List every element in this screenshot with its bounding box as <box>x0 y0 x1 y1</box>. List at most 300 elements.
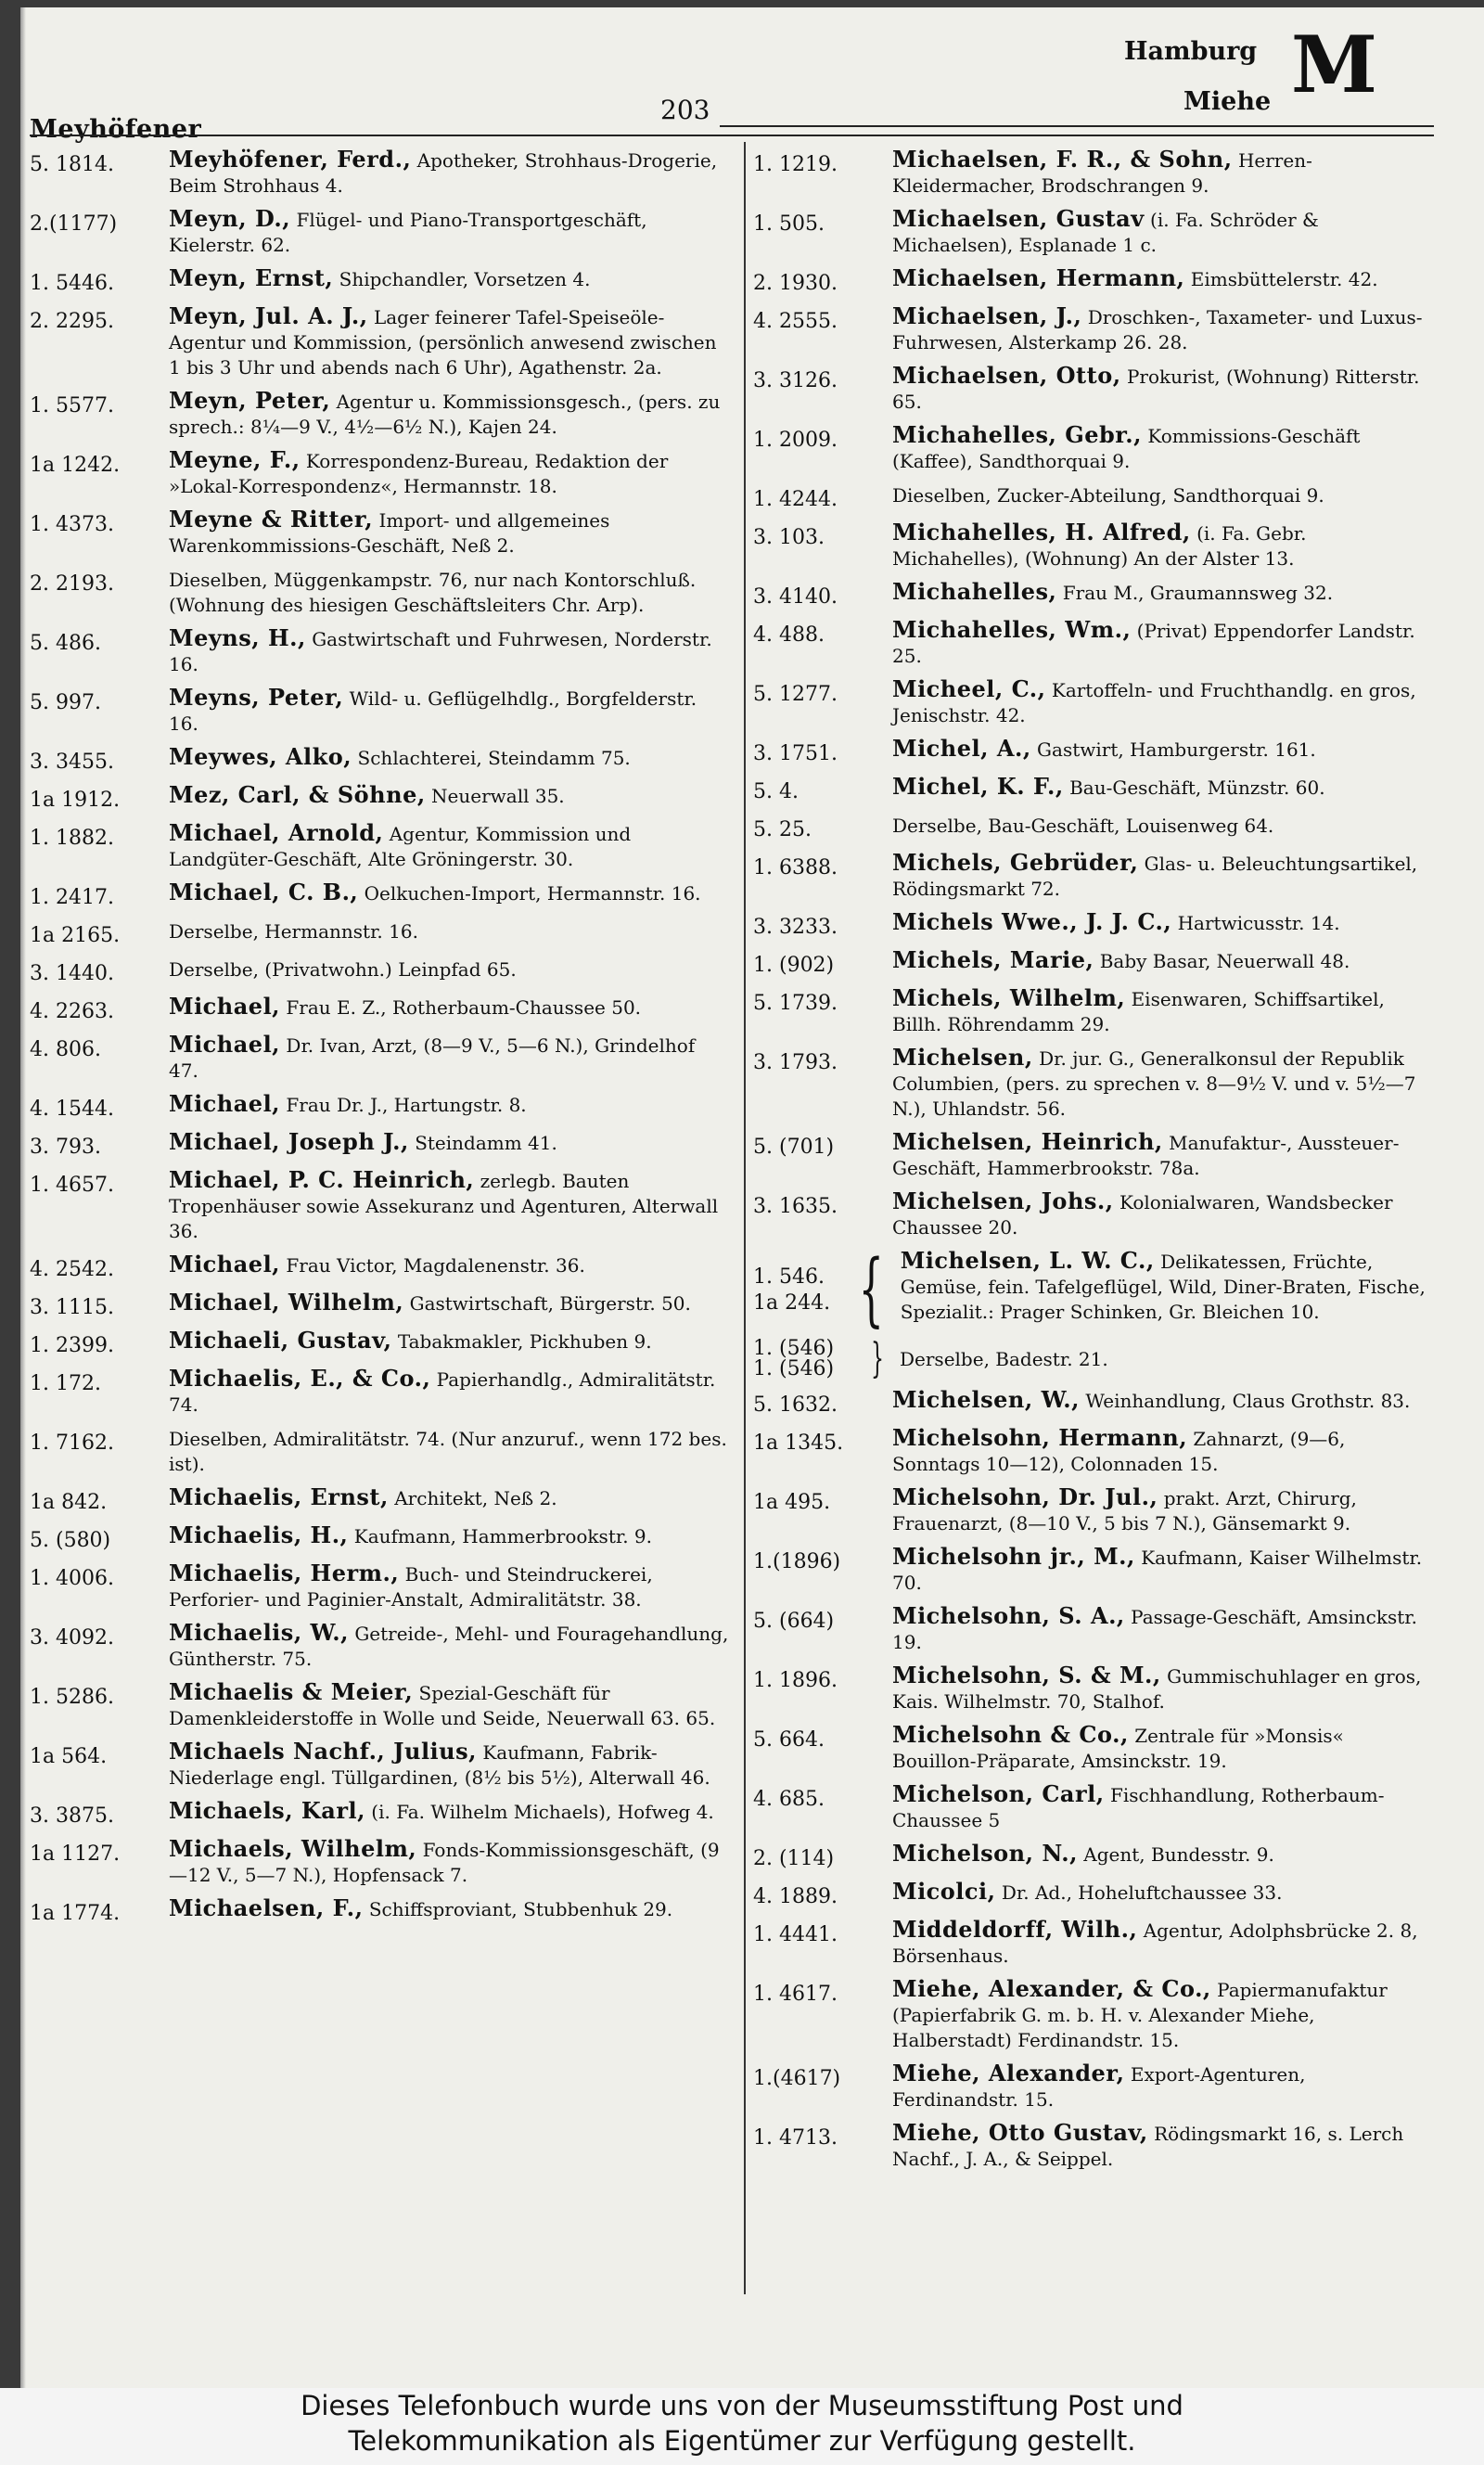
entry-name: Michahelles, H. Alfred, <box>892 519 1191 546</box>
entry-text: Dieselben, Müggenkampstr. 76, nur nach Kontorschluß. (Wohnung des hiesigen Geschäftsleiters Chr. Arp). <box>169 569 697 616</box>
entry-text: Zentrale für »Monsis« Bouillon-Präparate, Amsinckstr. 19. <box>892 1725 1344 1772</box>
bracket-entry <box>753 1243 1430 1336</box>
entry-body <box>892 909 1430 936</box>
directory-page <box>20 7 1484 2388</box>
entry-name: Meywes, Alko, <box>169 743 352 770</box>
entry-text: Neuerwall 35. <box>431 785 565 807</box>
entry-name: Michaelsen, F. R., & Sohn, <box>892 146 1233 173</box>
entry-text: (i. Fa. Gebr. Michahelles), (Wohnung) An der Alster 13. <box>892 522 1307 570</box>
section-letter: M <box>1291 19 1377 110</box>
entry-name: Michaels, Karl, <box>169 1797 365 1824</box>
entry-text: Kolonialwaren, Wandsbecker Chaussee 20. <box>892 1191 1393 1239</box>
entry-name: Michel, A., <box>892 735 1031 762</box>
phone-number: 3. 793. <box>30 1136 101 1159</box>
entry-text: Kaufmann, Hammerbrookstr. 9. <box>353 1525 653 1547</box>
entry-body <box>892 774 1430 801</box>
entry-text: Gastwirtschaft und Fuhrwesen, Norderstr. 16. <box>169 628 712 675</box>
directory-entry <box>30 1366 730 1418</box>
entry-body <box>169 1798 730 1825</box>
entry-body <box>892 617 1430 669</box>
entry-body <box>169 879 730 906</box>
phone-number: 1a 1345. <box>753 1431 844 1455</box>
entry-name: Michael, Wilhelm, <box>169 1289 404 1316</box>
directory-entry <box>753 1976 1430 2053</box>
phone-number: 1a 842. <box>30 1491 108 1514</box>
entry-name: Michelsen, L. W. C., <box>900 1247 1155 1274</box>
phone-number: 1.(1896) <box>753 1550 841 1573</box>
entry-body <box>169 1522 730 1549</box>
directory-entry <box>753 812 1430 842</box>
entry-text: (i. Fa. Wilhelm Michaels), Hofweg 4. <box>371 1801 714 1823</box>
running-header-city: Hamburg <box>1124 37 1258 66</box>
directory-entry <box>30 1739 730 1791</box>
phone-number: 4. 685. <box>753 1788 825 1811</box>
entry-body <box>892 1781 1430 1833</box>
left-column <box>30 147 730 1933</box>
entry-body <box>169 820 730 872</box>
directory-entry <box>30 820 730 872</box>
entry-text: Agent, Bundesstr. 9. <box>1083 1843 1274 1866</box>
directory-entry <box>30 782 730 813</box>
entry-body <box>892 1387 1430 1414</box>
entry-body <box>169 1366 730 1418</box>
entry-text: Kaufmann, Fabrik-Niederlage engl. Tüllgardinen, (8½ bis 5½), Alterwall 46. <box>169 1741 710 1789</box>
phone-number: 1a 1912. <box>30 789 121 812</box>
directory-entry <box>753 2061 1430 2112</box>
entry-text: Frau Dr. J., Hartungstr. 8. <box>286 1094 527 1116</box>
directory-entry <box>753 363 1430 415</box>
entry-text: Baby Basar, Neuerwall 48. <box>1099 950 1350 972</box>
entry-text: Architekt, Neß 2. <box>394 1487 557 1509</box>
entry-name: Micheel, C., <box>892 675 1046 702</box>
directory-entry <box>753 520 1430 571</box>
entry-body <box>892 1425 1430 1477</box>
phone-number: 2.(1177) <box>30 212 118 236</box>
phone-number: 4. 2263. <box>30 1000 114 1023</box>
directory-entry <box>30 625 730 677</box>
entry-name: Meyhöfener, Ferd., <box>169 146 412 173</box>
entry-name: Michahelles, <box>892 578 1057 605</box>
phone-number: 1. 4657. <box>30 1174 114 1197</box>
entry-body <box>892 1544 1430 1596</box>
entry-name: Michelsohn, Dr. Jul., <box>892 1483 1158 1510</box>
phone-number: 1. 2009. <box>753 429 838 452</box>
entry-text: Frau Victor, Magdalenenstr. 36. <box>286 1254 585 1277</box>
entry-body <box>892 579 1430 606</box>
entry-name: Miehe, Alexander, <box>892 2060 1125 2086</box>
phone-number: 2. (114) <box>753 1847 835 1870</box>
entry-text: (i. Fa. Schröder & Michaelsen), Esplanade 1 c. <box>892 209 1319 256</box>
entry-name: Michelsen, W., <box>892 1386 1080 1413</box>
entry-name: Meyn, Peter, <box>169 387 331 414</box>
phone-number: 3. 1751. <box>753 742 838 765</box>
directory-entry <box>30 1167 730 1244</box>
entry-text: Agentur u. Kommissionsgesch., (pers. zu sprech.: 8¼—9 V., 4½—6½ N.), Kajen 24. <box>169 391 721 438</box>
phone-number: 3. 1440. <box>30 962 114 985</box>
entry-name: Michaels, Wilhelm, <box>169 1835 417 1862</box>
small-bracket-entry <box>753 1335 1430 1382</box>
phone-number: 3. 3875. <box>30 1804 114 1828</box>
entry-name: Meyns, Peter, <box>169 684 344 711</box>
entry-name: Michahelles, Gebr., <box>892 421 1142 448</box>
entry-name: Michaelsen, Hermann, <box>892 264 1185 291</box>
entry-body <box>169 625 730 677</box>
directory-entry <box>30 994 730 1024</box>
entry-text: Frau M., Graumannsweg 32. <box>1062 582 1334 604</box>
phone-number: 3. 4140. <box>753 585 838 609</box>
phone-number: 1a 1774. <box>30 1902 121 1925</box>
entry-body <box>169 1032 730 1084</box>
entry-name: Michael, P. C. Heinrich, <box>169 1166 475 1193</box>
entry-text: Kartoffeln- und Fruchthandlg. en gros, Jenischstr. 42. <box>892 679 1416 726</box>
entry-body <box>892 1841 1430 1868</box>
entry-body <box>169 507 730 558</box>
header-rule <box>30 135 1434 136</box>
directory-entry <box>30 1290 730 1320</box>
entry-body <box>169 744 730 771</box>
phone-number: 3. 3126. <box>753 369 838 392</box>
entry-name: Middeldorff, Wilh., <box>892 1916 1138 1943</box>
directory-entry <box>753 579 1430 610</box>
entry-text: Gummischuhlager en gros, Kais. Wilhelmstr. 70, Stalhof. <box>892 1665 1422 1713</box>
directory-entry <box>30 566 730 618</box>
entry-body <box>892 2120 1430 2172</box>
entry-body <box>892 2061 1430 2112</box>
directory-entry <box>30 147 730 199</box>
directory-entry <box>30 1522 730 1553</box>
phone-number: 1.(4617) <box>753 2067 841 2090</box>
directory-entry <box>753 909 1430 940</box>
phone-number: 1. 4617. <box>753 1983 838 2006</box>
phone-number: 1a 244. <box>753 1291 831 1315</box>
directory-entry <box>30 1679 730 1731</box>
directory-entry <box>30 1328 730 1358</box>
entry-name: Michels, Marie, <box>892 946 1094 973</box>
phone-number: 4. 488. <box>753 623 825 647</box>
entry-text: Zahnarzt, (9—6, Sonntags 10—12), Colonnaden 15. <box>892 1428 1346 1475</box>
directory-entry <box>30 1798 730 1829</box>
directory-entry <box>30 1560 730 1612</box>
entry-name: Michaelsen, J., <box>892 302 1082 329</box>
entry-body <box>892 1722 1430 1774</box>
entry-body <box>169 1836 730 1888</box>
phone-number: 1. 1219. <box>753 153 838 176</box>
phone-number: 3. 1115. <box>30 1296 114 1319</box>
directory-entry <box>753 1841 1430 1871</box>
footer-notice <box>0 2388 1484 2465</box>
entry-body <box>892 363 1430 415</box>
entry-text: Wild- u. Geflügelhdlg., Borgfelderstr. 16. <box>169 687 697 735</box>
entry-text: Rödingsmarkt 16, s. Lerch Nachf., J. A., & Seippel. <box>892 2123 1404 2170</box>
directory-entry <box>753 206 1430 258</box>
entry-body <box>169 994 730 1021</box>
entry-text: Lager feinerer Tafel-Speiseöle-Agentur und Kommission, (persönlich anwesend zwischen 1 bis 3 Uhr und abends nach 6 Uhr), Agathenstr. 2a. <box>169 306 717 379</box>
entry-text: Dieselben, Zucker-Abteilung, Sandthorquai 9. <box>892 484 1324 507</box>
entry-text: Import- und allgemeines Warenkommissions-Geschäft, Neß 2. <box>169 509 610 557</box>
entry-body <box>892 303 1430 355</box>
phone-number: 1. 1882. <box>30 827 114 850</box>
entry-text: zerlegb. Bauten Tropenhäuser sowie Assekuranz und Agenturen, Alterwall 36. <box>169 1170 719 1242</box>
entry-name: Michahelles, Wm., <box>892 616 1132 643</box>
entry-body <box>169 1167 730 1244</box>
directory-entry <box>753 265 1430 296</box>
entry-body <box>892 520 1430 571</box>
directory-entry <box>30 1484 730 1515</box>
entry-name: Michaelis, W., <box>169 1619 349 1646</box>
entry-name: Michael, C. B., <box>169 879 359 905</box>
entry-text: Fischhandlung, Rotherbaum-Chaussee 5 <box>892 1784 1385 1831</box>
entry-name: Michael, Joseph J., <box>169 1128 409 1155</box>
directory-entry <box>30 879 730 910</box>
entry-name: Michelson, Carl, <box>892 1780 1105 1807</box>
entry-body <box>892 1045 1430 1122</box>
directory-entry <box>753 1544 1430 1596</box>
entry-body <box>892 265 1430 292</box>
entry-text: Agentur, Kommission und Landgüter-Geschäft, Alte Gröningerstr. 30. <box>169 823 632 870</box>
entry-body <box>892 1976 1430 2053</box>
entry-name: Meyne & Ritter, <box>169 506 374 533</box>
entry-body <box>169 956 730 982</box>
entry-text: Korrespondenz-Bureau, Redaktion der »Lokal-Korrespondenz«, Hermannstr. 18. <box>169 450 669 497</box>
phone-number: 1. 4713. <box>753 2126 838 2150</box>
phone-number: 3. 3233. <box>753 916 838 939</box>
entry-text: Prokurist, (Wohnung) Ritterstr. 65. <box>892 366 1420 413</box>
directory-entry <box>753 1188 1430 1240</box>
entry-text: Eisenwaren, Schiffsartikel, Billh. Röhrendamm 29. <box>892 988 1385 1035</box>
directory-entry <box>753 1129 1430 1181</box>
entry-body <box>169 1290 730 1316</box>
entry-body <box>169 1091 730 1118</box>
entry-text: Agentur, Adolphsbrücke 2. 8, Börsenhaus. <box>892 1919 1418 1967</box>
entry-text: Manufaktur-, Aussteuer-Geschäft, Hammerbrookstr. 78a. <box>892 1132 1400 1179</box>
entry-text: Schiffsproviant, Stubbenhuk 29. <box>368 1898 673 1920</box>
entry-body <box>169 1129 730 1156</box>
directory-entry <box>753 774 1430 804</box>
phone-number: 1. 4373. <box>30 513 114 536</box>
entry-name: Michelsohn & Co., <box>892 1721 1129 1748</box>
phone-number: 1. 172. <box>30 1372 101 1395</box>
footer-line: Telekommunikation als Eigentümer zur Verfügung gestellt. <box>348 2425 1136 2457</box>
directory-entry <box>753 481 1430 512</box>
small-bracket-numbers <box>753 1339 864 1380</box>
entry-name: Meyns, H., <box>169 624 306 651</box>
entry-text: Herren-Kleidermacher, Brodschrangen 9. <box>892 149 1312 197</box>
entry-text: Export-Agenturen, Ferdinandstr. 15. <box>892 2063 1306 2111</box>
entry-name: Meyne, F., <box>169 446 301 473</box>
directory-entry <box>753 947 1430 978</box>
entry-name: Michelsen, Heinrich, <box>892 1128 1163 1155</box>
directory-entry <box>30 1620 730 1672</box>
entry-name: Michelsohn, S. A., <box>892 1602 1125 1629</box>
phone-number: 1a 1127. <box>30 1842 121 1866</box>
entry-body <box>892 1188 1430 1240</box>
entry-body <box>169 303 730 380</box>
entry-text: Hartwicusstr. 14. <box>1177 912 1340 934</box>
column-divider <box>744 142 746 2294</box>
directory-entry <box>30 1129 730 1160</box>
entry-text: Flügel- und Piano-Transportgeschäft, Kielerstr. 62. <box>169 209 647 256</box>
entry-name: Meyn, Jul. A. J., <box>169 302 368 329</box>
entry-text: Papiermanufaktur (Papierfabrik G. m. b. H. v. Alexander Miehe, Halberstadt) Ferdinandstr. 15. <box>892 1979 1388 2051</box>
entry-body <box>892 1603 1430 1655</box>
directory-entry <box>30 303 730 380</box>
directory-entry <box>753 1663 1430 1714</box>
phone-number: 5. 1739. <box>753 992 838 1015</box>
phone-number: 1. 505. <box>753 212 825 236</box>
phone-number: 1a 2165. <box>30 924 121 947</box>
phone-number: 3. 4092. <box>30 1626 114 1650</box>
entry-text: Droschken-, Taxameter- und Luxus-Fuhrwesen, Alsterkamp 26. 28. <box>892 306 1423 353</box>
phone-number: 2. 2295. <box>30 310 114 333</box>
entry-body <box>892 422 1430 474</box>
phone-number: 5. 4. <box>753 780 799 803</box>
phone-number: 5. 1277. <box>753 683 838 706</box>
right-column <box>753 147 1430 2179</box>
entry-name: Michelsen, Johs., <box>892 1188 1114 1214</box>
entry-name: Meyn, Ernst, <box>169 264 334 291</box>
entry-text: Weinhandlung, Claus Grothstr. 83. <box>1085 1390 1411 1412</box>
directory-entry <box>753 422 1430 474</box>
entry-name: Michelson, N., <box>892 1840 1078 1867</box>
directory-entry <box>753 736 1430 766</box>
phone-number: 4. 2555. <box>753 310 838 333</box>
entry-body <box>169 566 730 618</box>
phone-number: 1a 564. <box>30 1745 108 1768</box>
entry-body <box>892 985 1430 1037</box>
phone-number: 3. 103. <box>753 526 825 549</box>
entry-name: Micolci, <box>892 1878 996 1905</box>
entry-body <box>169 1679 730 1731</box>
phone-number: 1. 4244. <box>753 488 838 511</box>
entry-name: Michaeli, Gustav, <box>169 1327 392 1354</box>
entry-text: Steindamm 41. <box>415 1132 557 1154</box>
directory-entry <box>753 1425 1430 1477</box>
phone-number: 5. 25. <box>753 818 812 841</box>
directory-entry <box>753 1387 1430 1418</box>
curly-brace-icon: { <box>858 1243 885 1336</box>
entry-text: Getreide-, Mehl- und Fouragehandlung, Güntherstr. 75. <box>169 1623 729 1670</box>
directory-entry <box>30 1895 730 1926</box>
entry-body <box>169 265 730 292</box>
entry-body <box>169 782 730 809</box>
entry-body <box>169 1328 730 1354</box>
phone-number: 1. 6388. <box>753 856 838 879</box>
running-header-left: Meyhöfener <box>30 115 202 144</box>
entry-name: Michelsen, <box>892 1044 1033 1071</box>
entry-body <box>892 206 1430 258</box>
phone-number: 5. 664. <box>753 1728 825 1752</box>
entry-body <box>892 947 1430 974</box>
directory-entry <box>753 303 1430 355</box>
directory-entry <box>753 676 1430 728</box>
phone-number: 1. 546. <box>753 1265 825 1289</box>
entry-name: Mez, Carl, & Söhne, <box>169 781 426 808</box>
entry-body <box>892 1129 1430 1181</box>
entry-body <box>892 812 1430 839</box>
entry-body <box>892 1879 1430 1906</box>
entry-body <box>169 1895 730 1922</box>
entry-name: Michael, <box>169 1031 281 1058</box>
entry-name: Michelsohn, Hermann, <box>892 1424 1188 1451</box>
phone-number: 1. 5286. <box>30 1686 114 1709</box>
directory-entry <box>753 1917 1430 1969</box>
entry-body <box>169 918 730 944</box>
phone-number: 1. (546) <box>753 1337 835 1360</box>
directory-entry <box>753 147 1430 199</box>
phone-number: 2. 2193. <box>30 572 114 596</box>
entry-body <box>169 206 730 258</box>
entry-body <box>169 147 730 199</box>
entry-name: Michaelis & Meier, <box>169 1678 414 1705</box>
entry-text: (Privat) Eppendorfer Landstr. 25. <box>892 620 1415 667</box>
entry-text: Eimsbüttelerstr. 42. <box>1190 268 1378 290</box>
entry-text: Derselbe, Hermannstr. 16. <box>169 920 418 943</box>
directory-entry <box>30 447 730 499</box>
entry-body <box>169 1560 730 1612</box>
directory-entry <box>30 265 730 296</box>
directory-entry <box>30 206 730 258</box>
entry-text: Kommissions-Geschäft (Kaffee), Sandthorquai 9. <box>892 425 1361 472</box>
entry-name: Michaelsen, Otto, <box>892 362 1121 389</box>
entry-body <box>169 388 730 440</box>
phone-number: 5. (580) <box>30 1529 111 1552</box>
right-column-top <box>753 147 1430 1240</box>
entry-text: Dr. Ivan, Arzt, (8—9 V., 5—6 N.), Grindelhof 47. <box>169 1034 696 1082</box>
right-column-bottom <box>753 1387 1430 2172</box>
running-header-right: Miehe <box>1183 87 1272 116</box>
directory-entry <box>753 1722 1430 1774</box>
entry-text: Bau-Geschäft, Münzstr. 60. <box>1069 777 1325 799</box>
entry-name: Michaelis, Ernst, <box>169 1483 389 1510</box>
entry-body <box>169 1620 730 1672</box>
directory-entry <box>753 1879 1430 1909</box>
directory-entry <box>30 918 730 948</box>
entry-name: Michael, <box>169 1251 281 1277</box>
entry-text: Gastwirtschaft, Bürgerstr. 50. <box>409 1292 691 1315</box>
phone-number: 5. 997. <box>30 691 101 714</box>
phone-number: 5. 1632. <box>753 1393 838 1417</box>
entry-name: Michael, <box>169 1090 281 1117</box>
entry-text: Passage-Geschäft, Amsinckstr. 19. <box>892 1606 1417 1653</box>
entry-name: Michaelis, H., <box>169 1521 349 1548</box>
entry-text: Gastwirt, Hamburgerstr. 161. <box>1037 738 1316 761</box>
entry-text: Glas- u. Beleuchtungsartikel, Rödingsmarkt 72. <box>892 853 1418 900</box>
directory-entry <box>753 1781 1430 1833</box>
entry-text: Derselbe, Badestr. 21. <box>900 1348 1108 1370</box>
entry-name: Michaelsen, Gustav <box>892 205 1145 232</box>
entry-text: Buch- und Steindruckerei, Perforier- und Paginier-Anstalt, Admiralitätstr. 38. <box>169 1563 653 1611</box>
phone-number: 2. 1930. <box>753 272 838 295</box>
entry-name: Michael, Arnold, <box>169 819 384 846</box>
phone-number: 1. 5446. <box>30 272 114 295</box>
entry-body <box>892 850 1430 902</box>
entry-name: Meyn, D., <box>169 205 291 232</box>
entry-name: Michelsohn jr., M., <box>892 1543 1135 1570</box>
entry-text: Derselbe, Bau-Geschäft, Louisenweg 64. <box>892 815 1274 837</box>
entry-text: Apotheker, Strohhaus-Drogerie, Beim Strohhaus 4. <box>169 149 718 197</box>
entry-name: Michelsohn, S. & M., <box>892 1662 1161 1688</box>
entry-body <box>169 1739 730 1791</box>
entry-text: Dieselben, Admiralitätstr. 74. (Nur anzuruf., wenn 172 bes. ist). <box>169 1428 727 1475</box>
entry-text: Dr. jur. G., Generalkonsul der Republik Columbien, (pers. zu sprechen v. 8—9½ V. und v. 5½—7 N.), Uhlandstr. 56. <box>892 1047 1416 1120</box>
bracket-entry-numbers <box>753 1248 846 1316</box>
directory-entry <box>30 1252 730 1282</box>
directory-entry <box>753 2120 1430 2172</box>
phone-number: 3. 1793. <box>753 1051 838 1074</box>
header-rule-upper <box>720 125 1434 127</box>
directory-entry <box>30 744 730 775</box>
directory-entry <box>30 507 730 558</box>
